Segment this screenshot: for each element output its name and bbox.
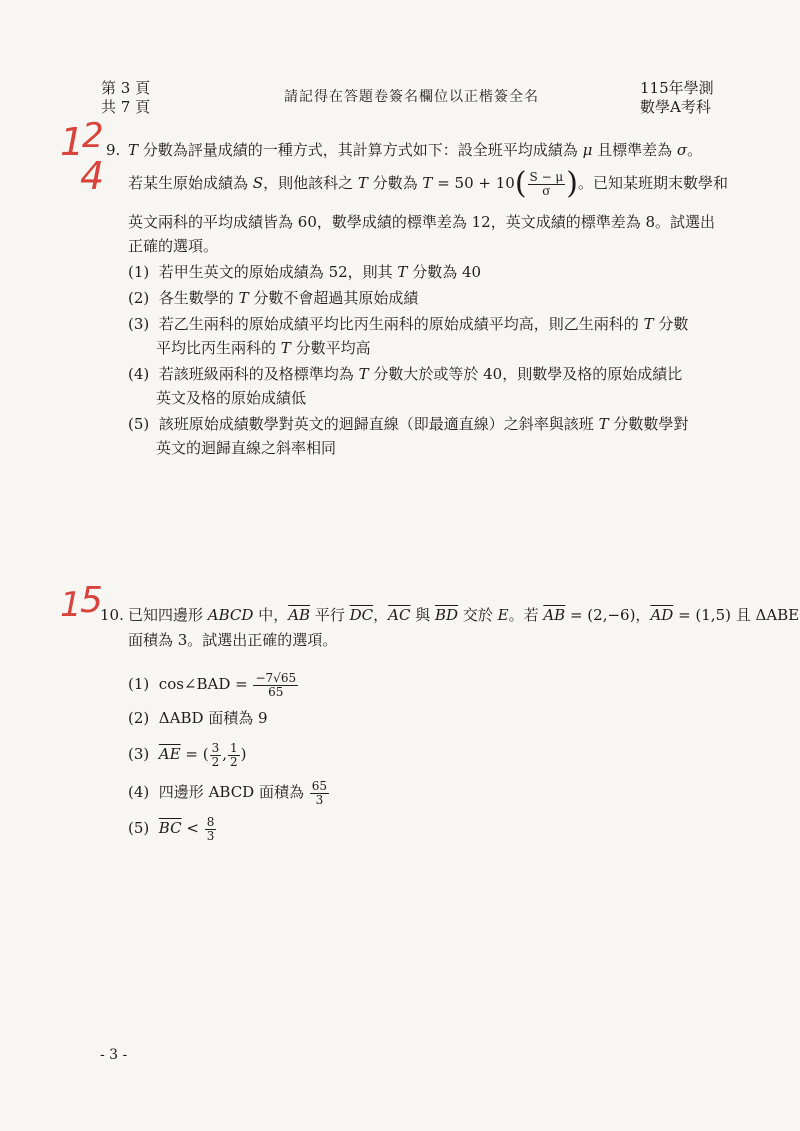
handwritten-mark: 5 [80, 580, 103, 621]
q9-option-2: (2) 各生數學的 T 分數不會超過其原始成績 [128, 289, 419, 307]
signature-notice: 請記得在答題卷簽名欄位以正楷簽全名 [284, 89, 539, 105]
q9-option-5-cont: 英文的迴歸直線之斜率相同 [156, 439, 337, 457]
q9-option-3: (3) 若乙生兩科的原始成績平均比丙生兩科的原始成績平均高，則乙生兩科的 T 分數 [128, 315, 689, 333]
handwritten-mark: 1 [60, 585, 82, 625]
question-9-line-1: T 分數為評量成績的一種方式，其計算方式如下：設全班平均成績為 μ 且標準差為 σ。 [128, 141, 703, 159]
handwritten-mark: 4 [80, 154, 105, 198]
q9-option-3-cont: 平均比丙生兩科的 T 分數平均高 [156, 339, 371, 357]
question-10-line-2: 面積為 3。試選出正確的選項。 [128, 631, 338, 649]
q10-option-4: (4) 四邊形 ABCD 面積為 $\frac{65}{3}$ [128, 778, 328, 807]
q9-option-4: (4) 若該班級兩科的及格標準均為 T 分數大於或等於 40，則數學及格的原始成績比 [128, 365, 683, 383]
footer-page-number: - 3 - [100, 1047, 128, 1063]
question-9-line-4: 正確的選項。 [128, 237, 219, 255]
page-number: 第 3 頁 [101, 79, 151, 97]
q10-option-3: (3) $\overline{AE}$ = ( $\frac{3}{2}$ , $\frac{1}{2}$ ) [128, 740, 247, 769]
handwritten-mark: 1 [60, 120, 85, 164]
question-10-number: 10. [100, 606, 124, 624]
question-9-line-3: 英文兩科的平均成績皆為 60，數學成績的標準差為 12，英文成績的標準差為 8。試選出 [128, 213, 716, 231]
question-9-line-2: 若某生原始成績為 S，則他該科之 T 分數為 T = 50 + 10( $\frac{S - \mu}{\sigma}$ )。已知某班期末數學和 [128, 166, 728, 201]
t-score-fraction: $\frac{S - \mu}{\sigma}$ [529, 169, 564, 198]
q9-option-1: (1) 若甲生英文的原始成績為 52，則其 T 分數為 40 [128, 263, 482, 281]
q10-option-5: (5) $\overline{BC}$ < $\frac{8}{3}$ [128, 814, 215, 843]
q9-option-4-cont: 英文及格的原始成績低 [156, 389, 307, 407]
handwritten-mark: 2 [82, 116, 104, 156]
page-total: 共 7 頁 [101, 98, 151, 116]
q10-option-1: (1) cos∠BAD = $\frac{-7√65}{65}$ [128, 670, 297, 699]
question-9-number: 9. [106, 141, 121, 159]
q9-option-5: (5) 該班原始成績數學對英文的迴歸直線（即最適直線）之斜率與該班 T 分數數學對 [128, 415, 689, 433]
subject-name: 數學A考科 [640, 98, 711, 116]
exam-name: 115年學測 [640, 79, 714, 97]
q10-option-2: (2) ΔABD 面積為 9 [128, 709, 268, 727]
question-10-line-1: 已知四邊形 ABCD 中，$\overline{AB}$ 平行 $\overline{DC}$，$\overline{AC}$ 與 $\overline{BD}$ 交於 E。若 $\overline{AB} = (2,-6)$，$\overline{AD} = (1,5)$ 且 ΔABE [128, 606, 800, 624]
